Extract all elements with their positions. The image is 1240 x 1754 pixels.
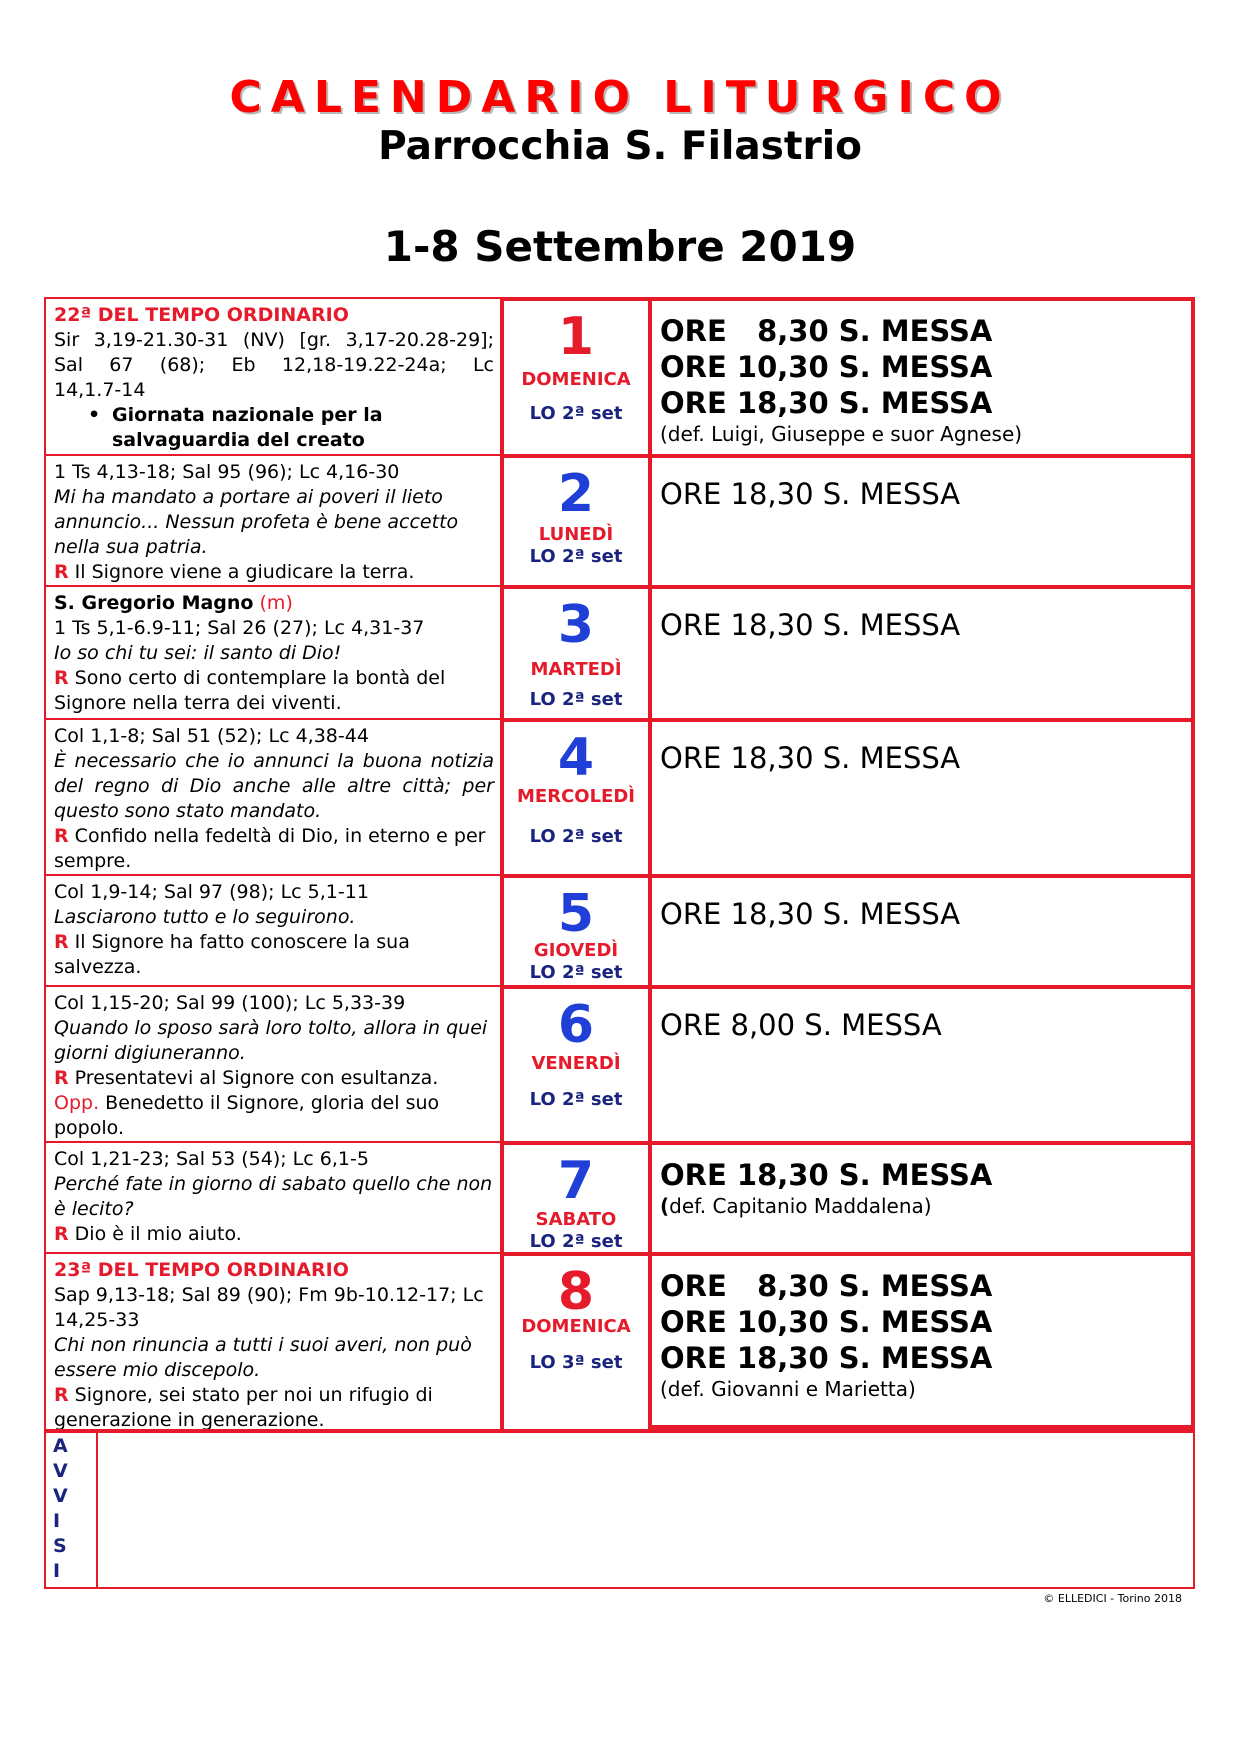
- response-label: R: [54, 561, 69, 583]
- note-bullet: [54, 403, 494, 453]
- day-cell: [500, 1141, 648, 1252]
- readings-cell: [44, 297, 500, 454]
- weekday: GIOVEDÌ: [533, 940, 619, 961]
- response-label: R: [54, 1067, 69, 1089]
- memorial-tag: (m): [253, 592, 293, 614]
- weekday: VENERDÌ: [531, 1053, 621, 1074]
- avvisi-label: [46, 1431, 98, 1587]
- response-text: Confido nella fedeltà di Dio, in eterno e per sempre.: [54, 825, 486, 872]
- day-cell: [500, 1252, 648, 1429]
- date-range: 1-8 Settembre 2019: [383, 222, 857, 271]
- weekday: LUNEDÌ: [538, 524, 614, 545]
- response-text: Signore, sei stato per noi un rifugio di generazione in generazione.: [54, 1384, 433, 1429]
- page-title: CALENDARIO LITURGICO: [229, 72, 1011, 123]
- day-cell: [500, 297, 648, 454]
- readings-cell: [44, 985, 500, 1141]
- day-cell: [500, 985, 648, 1141]
- weekday: DOMENICA: [521, 369, 631, 390]
- liturgy-hours-week: LO 2ª set: [529, 546, 623, 567]
- saint-label: S. Gregorio Magno: [54, 592, 254, 614]
- psalm-response: [54, 1222, 494, 1247]
- day-number: 6: [557, 995, 595, 1055]
- copyright: © ELLEDICI - Torino 2018: [1043, 1592, 1182, 1605]
- readings-cell: [44, 874, 500, 985]
- opp-label: Opp.: [54, 1092, 100, 1114]
- psalm-response: [54, 666, 494, 716]
- reading-refs: Col 1,15-20; Sal 99 (100); Lc 5,33-39: [54, 992, 406, 1014]
- day-number: 4: [557, 728, 595, 788]
- reading-refs: Col 1,1-8; Sal 51 (52); Lc 4,38-44: [54, 725, 369, 747]
- gospel-quote: Lasciarono tutto e lo seguirono.: [54, 906, 356, 928]
- avvisi-letter: I: [53, 1560, 61, 1582]
- psalm-response: [54, 930, 494, 980]
- mass-times-cell: [648, 1141, 1195, 1252]
- liturgy-hours-week: LO 2ª set: [529, 962, 623, 983]
- day-row-5: [44, 874, 1195, 985]
- psalm-response: [54, 824, 494, 874]
- avvisi-letter: V: [53, 1460, 68, 1482]
- intention-text: def. Capitanio Maddalena): [669, 1194, 932, 1218]
- psalm-response: [54, 1383, 494, 1429]
- mass-times-cell: [648, 985, 1195, 1141]
- opp-text: Benedetto il Signore, gloria del suo popolo.: [54, 1092, 440, 1139]
- mass-time: ORE 18,30 S. MESSA: [660, 608, 961, 642]
- mass-times-cell: [648, 297, 1195, 454]
- reading-refs: Col 1,9-14; Sal 97 (98); Lc 5,1-11: [54, 881, 369, 903]
- mass-time: ORE 8,30 S. MESSA: [660, 1269, 993, 1303]
- avvisi-box: [44, 1431, 1195, 1589]
- celebration-title: 23ª DEL TEMPO ORDINARIO: [54, 1259, 349, 1281]
- response-label: R: [54, 1223, 69, 1245]
- weekday: DOMENICA: [521, 1316, 631, 1337]
- mass-time: ORE 8,00 S. MESSA: [660, 1008, 942, 1042]
- mass-intention: [660, 1193, 1191, 1219]
- day-row-1: [44, 297, 1195, 454]
- saint-name: [54, 591, 494, 616]
- readings-cell: [44, 1252, 500, 1429]
- mass-times-cell: [648, 454, 1195, 585]
- response-label: R: [54, 1384, 69, 1406]
- response-text: Presentatevi al Signore con esultanza.: [68, 1067, 439, 1089]
- gospel-quote: Chi non rinuncia a tutti i suoi averi, non può essere mio discepolo.: [54, 1334, 472, 1381]
- mass-time: ORE 18,30 S. MESSA: [660, 1341, 993, 1375]
- day-row-7: [44, 1141, 1195, 1252]
- response-text: Dio è il mio aiuto.: [68, 1223, 242, 1245]
- avvisi-letter: I: [53, 1510, 61, 1532]
- mass-times-cell: [648, 874, 1195, 985]
- reading-refs: 1 Ts 4,13-18; Sal 95 (96); Lc 4,16-30: [54, 461, 400, 483]
- avvisi-letter: S: [53, 1535, 67, 1557]
- liturgy-hours-week: LO 2ª set: [529, 1089, 623, 1110]
- gospel-quote: Mi ha mandato a portare ai poveri il lieto annuncio... Nessun profeta è bene accetto nella sua patria.: [54, 486, 459, 558]
- mass-time: ORE 18,30 S. MESSA: [660, 1158, 993, 1192]
- reading-refs: 1 Ts 5,1-6.9-11; Sal 26 (27); Lc 4,31-37: [54, 617, 425, 639]
- gospel-quote: Io so chi tu sei: il santo di Dio!: [54, 642, 342, 664]
- mass-time: ORE 18,30 S. MESSA: [660, 897, 961, 931]
- mass-times-cell: [648, 1252, 1195, 1429]
- reading-refs: Sap 9,13-18; Sal 89 (90); Fm 9b-10.12-17; Lc 14,25-33: [54, 1284, 484, 1331]
- mass-time: ORE 8,30 S. MESSA: [660, 314, 993, 348]
- day-number: 1: [557, 307, 595, 367]
- day-number: 3: [557, 595, 595, 655]
- day-row-6: [44, 985, 1195, 1141]
- psalm-response: [54, 560, 494, 585]
- reading-refs: Sal 67 (68); Eb 12,18-19.22-24a; Lc: [54, 354, 494, 376]
- mass-intention: (def. Giovanni e Marietta): [660, 1377, 916, 1401]
- weekday: MERCOLEDÌ: [517, 786, 635, 807]
- mass-time: ORE 10,30 S. MESSA: [660, 1305, 993, 1339]
- mass-time: ORE 18,30 S. MESSA: [660, 741, 961, 775]
- response-label: R: [54, 825, 69, 847]
- note-text: Giornata nazionale per la salvaguardia del creato: [112, 404, 383, 451]
- day-row-4: [44, 718, 1195, 874]
- response-text: Il Signore viene a giudicare la terra.: [68, 561, 415, 583]
- parish-name: Parrocchia S. Filastrio: [378, 124, 862, 169]
- liturgy-hours-week: LO 3ª set: [529, 1352, 623, 1373]
- mass-time: ORE 18,30 S. MESSA: [660, 386, 993, 420]
- psalm-response: [54, 1066, 494, 1091]
- celebration-title: 22ª DEL TEMPO ORDINARIO: [54, 304, 349, 326]
- alternative-response: [54, 1091, 494, 1141]
- mass-times-cell: [648, 585, 1195, 718]
- mass-times-cell: [648, 718, 1195, 874]
- day-number: 7: [557, 1151, 595, 1211]
- response-text: Sono certo di contemplare la bontà del Signore nella terra dei viventi.: [54, 667, 446, 714]
- liturgy-hours-week: LO 2ª set: [529, 689, 623, 710]
- avvisi-letter: V: [53, 1485, 68, 1507]
- day-row-3: [44, 585, 1195, 718]
- day-cell: [500, 454, 648, 585]
- mass-time: ORE 18,30 S. MESSA: [660, 477, 961, 511]
- liturgy-hours-week: LO 2ª set: [529, 1231, 623, 1252]
- liturgy-hours-week: LO 2ª set: [529, 403, 623, 424]
- reading-refs: Col 1,21-23; Sal 53 (54); Lc 6,1-5: [54, 1148, 369, 1170]
- readings-cell: [44, 1141, 500, 1252]
- day-number: 2: [557, 464, 595, 524]
- gospel-quote: Perché fate in giorno di sabato quello che non è lecito?: [54, 1173, 493, 1220]
- readings-cell: [44, 454, 500, 585]
- response-label: R: [54, 931, 69, 953]
- weekday: SABATO: [535, 1209, 617, 1230]
- gospel-quote: Quando lo sposo sarà loro tolto, allora in quei giorni digiuneranno.: [54, 1017, 488, 1064]
- gospel-quote: È necessario che io annunci la buona notizia del regno di Dio anche alle altre città; per questo sono stato mandato.: [54, 750, 494, 822]
- readings-cell: [44, 585, 500, 718]
- reading-refs: Sir 3,19-21.30-31 (NV) [gr. 3,17-20.28-29];: [54, 329, 494, 351]
- reading-refs: 14,1.7-14: [54, 379, 146, 401]
- mass-time: ORE 10,30 S. MESSA: [660, 350, 993, 384]
- day-number: 5: [557, 884, 595, 944]
- day-row-8: [44, 1252, 1195, 1429]
- mass-intention: (def. Luigi, Giuseppe e suor Agnese): [660, 422, 1023, 446]
- response-label: R: [54, 667, 69, 689]
- day-cell: [500, 874, 648, 985]
- liturgy-hours-week: LO 2ª set: [529, 826, 623, 847]
- day-row-2: [44, 454, 1195, 585]
- day-cell: [500, 585, 648, 718]
- response-text: Il Signore ha fatto conoscere la sua salvezza.: [54, 931, 410, 978]
- readings-cell: [44, 718, 500, 874]
- avvisi-letter: A: [53, 1435, 68, 1457]
- day-cell: [500, 718, 648, 874]
- paren-open: (: [660, 1194, 670, 1218]
- weekday: MARTEDÌ: [530, 659, 622, 680]
- bullet-icon: •: [88, 404, 101, 426]
- day-number: 8: [557, 1262, 595, 1322]
